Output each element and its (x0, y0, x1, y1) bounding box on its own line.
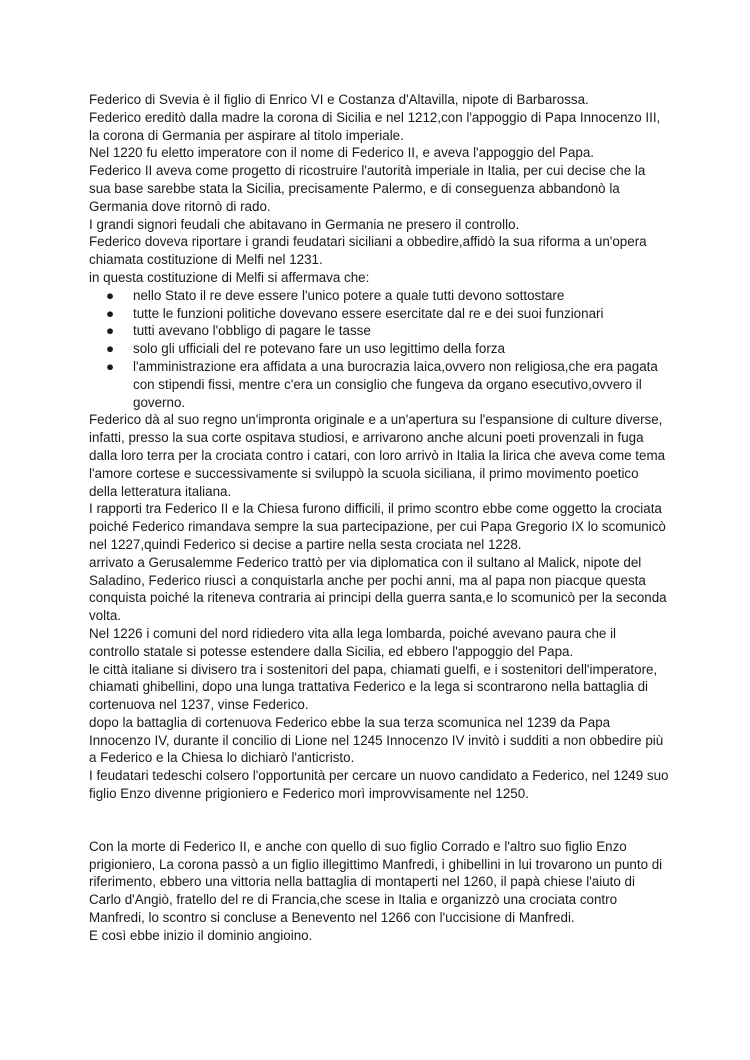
melfi-bullet-list (89, 287, 669, 412)
list-item (106, 287, 669, 305)
paragraph-guelfs-ghibellines: le città italiane si divisero tra i sostenitori del papa, chiamati guelfi, e i sostenitori dell'imperatore, chiamati ghibellini, dopo una lunga trattativa Federico e la lega si scontrarono nella battaglia di cortenuova nel 1237, vinse Federico. (89, 661, 658, 713)
list-item (106, 358, 669, 411)
paragraph-lombard-league: Nel 1226 i comuni del nord ridiedero vita alla lega lombarda, poiché avevano paura che il controllo statale si potesse estendere dalla Sicilia, ed ebbero l'appoggio del Papa. (89, 625, 617, 659)
list-item (106, 305, 669, 323)
paragraph-third-excommunication: dopo la battaglia di cortenuova Federico ebbe la sua terza scomunica nel 1239 da Papa Innocenzo IV, durante il concilio di Lione nel 1245 Innocenzo IV invitò i sudditi a non obbedire più a Federico e la Chiesa lo dichiarò l'anticristo. (89, 714, 664, 766)
paragraph-manfredi: Con la morte di Federico II, e anche con quello di suo figlio Corrado e l'altro suo figlio Enzo prigioniero, La corona passò a un figlio illegittimo Manfredi, i ghibellini in lui trovarono un punto di riferimento, ebbero una vittoria nella battaglia di montaperti nel 1260, il papà chiese l'aiuto di Carlo d'Angiò, fratello del re di Francia,che scese in Italia e organizzò una crociata contro Manfredi, lo scontro si concluse a Benevento nel 1266 con l'uccisione di Manfredi. (89, 838, 663, 926)
paragraph-court-culture: Federico dà al suo regno un'impronta originale e a un'apertura su l'espansione di culture diverse, infatti, presso la sua corte ospitava studiosi, e arrivarono anche alcuni poeti provenzali in fuga dalla loro terra per la crociata contro i catari, con loro arrivò in Italia la lirica che aveva come tema l'amore cortese e successivamente si sviluppò la scuola siciliana, il primo movimento poetico della letteratura italiana. (89, 412, 666, 499)
paragraph-emperor-election: Nel 1220 fu eletto imperatore con il nome di Federico II, e aveva l'appoggio del Papa. (89, 145, 595, 161)
document-page (89, 91, 669, 945)
paragraph-death: I feudatari tedeschi colsero l'opportunità per cercare un nuovo candidato a Federico, nel 1249 suo figlio Enzo divenne prigioniero e Federico morì improvvisamente nel 1250. (89, 768, 669, 802)
list-item-text: tutte le funzioni politiche dovevano essere esercitate dal re e dei suoi funzionari (133, 305, 604, 321)
paragraph-german-lords: I grandi signori feudali che abitavano in Germania ne presero il controllo. (89, 216, 520, 232)
list-item (106, 340, 669, 358)
paragraph-jerusalem: arrivato a Gerusalemme Federico trattò per via diplomatica con il sultano al Malick, nipote del Saladino, Federico riuscì a conquistarla anche per pochi anni, ma al papa non piacque questa conquista poiché la riteneva contraria ai principi della guerra santa,e lo scomunicò per la seconda volta. (89, 554, 667, 624)
paragraph-melfi-reform: Federico doveva riportare i grandi feudatari siciliani a obbedire,affidò la sua riforma a un'opera chiamata costituzione di Melfi nel 1231. (89, 234, 647, 268)
bullet-icon: ● (106, 305, 115, 321)
section-spacer (89, 803, 669, 838)
list-item-text: solo gli ufficiali del re potevano fare un uso legittimo della forza (133, 341, 505, 357)
paragraph-inheritance: Federico ereditò dalla madre la corona di Sicilia e nel 1212,con l'appoggio di Papa Innocenzo III, la corona di Germania per aspirare al titolo imperiale. (89, 109, 661, 143)
list-item-text: l'amministrazione era affidata a una burocrazia laica,ovvero non religiosa,che era pagata con stipendi fissi, mentre c'era un consiglio che fungeva da organo esecutivo,ovvero il governo. (133, 358, 658, 410)
paragraph-imperial-project: Federico II aveva come progetto di ricostruire l'autorità imperiale in Italia, per cui decise che la sua base sarebbe stata la Sicilia, precisamente Palermo, e di conseguenza abbandonò la Germania dove ritornò di rado. (89, 163, 646, 214)
bullet-icon: ● (106, 358, 115, 374)
paragraph-lineage: Federico di Svevia è il figlio di Enrico VI e Costanza d'Altavilla, nipote di Barbarossa. (89, 92, 589, 107)
list-item (106, 322, 669, 340)
paragraph-angevin-rule: E così ebbe inizio il dominio angioino. (89, 927, 313, 943)
paragraph-church-conflict: I rapporti tra Federico II e la Chiesa furono difficili, il primo scontro ebbe come oggetto la crociata poiché Federico rimandava sempre la sua partecipazione, per cui Papa Gregorio IX lo scomunicò nel 1227,quindi Federico si decise a partire nella sesta crociata nel 1228. (89, 501, 666, 552)
list-item-text: tutti avevano l'obbligo di pagare le tasse (133, 323, 371, 339)
bullet-icon: ● (106, 323, 115, 339)
list-item-text: nello Stato il re deve essere l'unico potere a quale tutti devono sottostare (133, 287, 565, 303)
bullet-icon: ● (106, 341, 115, 357)
bullet-icon: ● (106, 287, 115, 303)
paragraph-melfi-intro: in questa costituzione di Melfi si affermava che: (89, 269, 370, 285)
